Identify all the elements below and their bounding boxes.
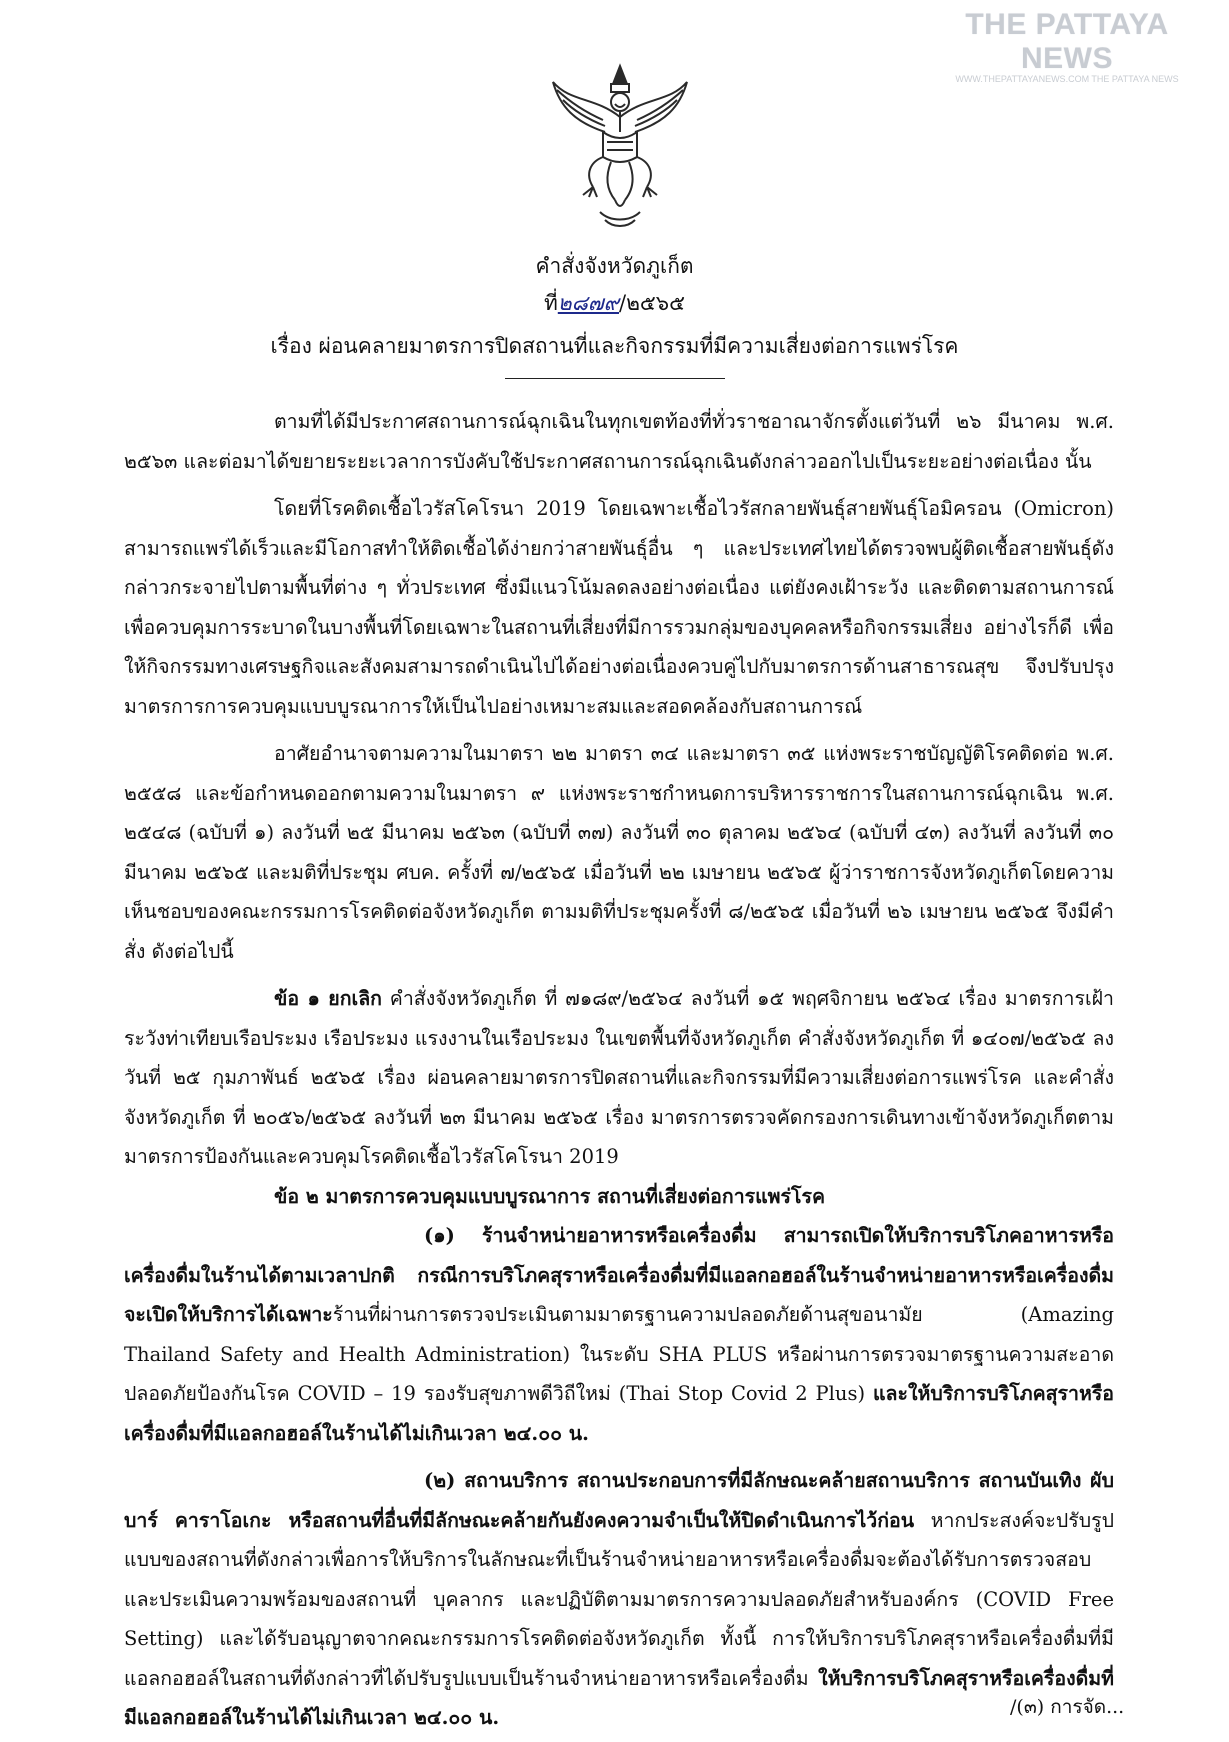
document-title: คำสั่งจังหวัดภูเก็ต	[535, 254, 694, 278]
watermark-brand: THE PATTAYA NEWS	[965, 8, 1169, 75]
page-continuation: /(๓) การจัด...	[1010, 1696, 1125, 1718]
subclause-2	[124, 1461, 1114, 1738]
garuda-emblem-icon	[545, 62, 695, 232]
subclause-1-text: ร้านที่ผ่านการตรวจประเมินตามมาตรฐานความปลอดภัยด้านสุขอนามัย (Amazing Thailand Safety and Health Administration) ในระดับ SHA PLUS หรือผ่านการตรวจมาตรฐานความสะอาดปลอดภัยป้องกันโรค COVID – 19 รองรับสุขภาพดีวิถีใหม่ (Thai Stop Covid 2 Plus)	[124, 1303, 1114, 1405]
watermark-sub: WWW.THEPATTAYANEWS.COM THE PATTAYA NEWS	[955, 74, 1179, 84]
document-body	[124, 402, 1114, 1738]
clause-1	[124, 979, 1114, 1177]
header-divider	[505, 378, 725, 379]
document-subject: เรื่อง ผ่อนคลายมาตรการปิดสถานที่และกิจกรรมที่มีความเสี่ยงต่อการแพร่โรค	[270, 334, 959, 358]
document-number	[0, 287, 1229, 320]
subclause-1-bold-b: และให้บริการบริโภคสุราหรือเครื่องดื่มที่มีแอลกอฮอล์ในร้านได้ไม่เกินเวลา ๒๔.๐๐ น.	[124, 1382, 1114, 1445]
paragraph-authority: อาศัยอำนาจตามความในมาตรา ๒๒ มาตรา ๓๔ และมาตรา ๓๕ แห่งพระราชบัญญัติโรคติดต่อ พ.ศ. ๒๕๕๘ และข้อกำหนดออกตามความในมาตรา ๙ แห่งพระราชกำหนดการบริหารราชการในสถานการณ์ฉุกเฉิน พ.ศ. ๒๕๔๘ (ฉบับที่ ๑) ลงวันที่ ๒๕ มีนาคม ๒๕๖๓ (ฉบับที่ ๓๗) ลงวันที่ ๓๐ ตุลาคม ๒๕๖๔ (ฉบับที่ ๔๓) ลงวันที่ ลงวันที่ ๓๐ มีนาคม ๒๕๖๕ และมติที่ประชุม ศบค. ครั้งที่ ๗/๒๕๖๕ เมื่อวันที่ ๒๒ เมษายน ๒๕๖๕ ผู้ว่าราชการจังหวัดภูเก็ตโดยความเห็นชอบของคณะกรรมการโรคติดต่อจังหวัดภูเก็ต ตามมติที่ประชุมครั้งที่ ๘/๒๕๖๕ เมื่อวันที่ ๒๖ เมษายน ๒๕๖๕ จึงมีคำสั่ง ดังต่อไปนี้	[124, 742, 1114, 963]
subclause-1-bold-a: (๑) ร้านจำหน่ายอาหารหรือเครื่องดื่ม สามารถเปิดให้บริการบริโภคอาหารหรือเครื่องดื่มในร้านได้ตามเวลาปกติ กรณีการบริโภคสุราหรือเครื่องดื่มที่มีแอลกอฮอล์ในร้านจำหน่ายอาหารหรือเครื่องดื่ม จะเปิดให้บริการได้เฉพาะ	[124, 1224, 1114, 1326]
clause-1-text: คำสั่งจังหวัดภูเก็ต ที่ ๗๑๘๙/๒๕๖๔ ลงวันที่ ๑๕ พฤศจิกายน ๒๕๖๔ เรื่อง มาตรการเฝ้าระวังท่าเทียบเรือประมง เรือประมง แรงงานในเรือประมง ในเขตพื้นที่จังหวัดภูเก็ต คำสั่งจังหวัดภูเก็ต ที่ ๑๔๐๗/๒๕๖๕ ลงวันที่ ๒๕ กุมภาพันธ์ ๒๕๖๕ เรื่อง ผ่อนคลายมาตรการปิดสถานที่และกิจกรรมที่มีความเสี่ยงต่อการแพร่โรค และคำสั่งจังหวัดภูเก็ต ที่ ๒๐๕๖/๒๕๖๕ ลงวันที่ ๒๓ มีนาคม ๒๕๖๕ เรื่อง มาตรการตรวจคัดกรองการเดินทางเข้าจังหวัดภูเก็ตตามมาตรการป้องกันและควบคุมโรคติดเชื้อไวรัสโคโรนา 2019	[124, 987, 1114, 1168]
clause-1-heading: ข้อ ๑ ยกเลิก	[274, 987, 382, 1010]
subclause-1	[124, 1216, 1114, 1453]
watermark-logo	[917, 8, 1217, 84]
subclause-2-text: หากประสงค์จะปรับรูปแบบของสถานที่ดังกล่าวเพื่อการให้บริการในลักษณะที่เป็นร้านจำหน่ายอาหารหรือเครื่องดื่มจะต้องได้รับการตรวจสอบและประเมินความพร้อมของสถานที่ บุคลากร และปฏิบัติตามมาตรการความปลอดภัยสำหรับองค์กร (COVID Free Setting) และได้รับอนุญาตจากคณะกรรมการโรคติดต่อจังหวัดภูเก็ต ทั้งนี้ การให้บริการบริโภคสุราหรือเครื่องดื่มที่มีแอลกอฮอล์ในสถานที่ดังกล่าวที่ได้ปรับรูปแบบเป็นร้านจำหน่ายอาหารหรือเครื่องดื่ม	[124, 1508, 1114, 1690]
number-prefix: ที่	[543, 291, 558, 315]
paragraph-rationale: โดยที่โรคติดเชื้อไวรัสโคโรนา 2019 โดยเฉพาะเชื้อไวรัสกลายพันธุ์สายพันธุ์โอมิครอน (Omicron) สามารถแพร่ได้เร็วและมีโอกาสทำให้ติดเชื้อได้ง่ายกว่าสายพันธุ์อื่น ๆ และประเทศไทยได้ตรวจพบผู้ติดเชื้อสายพันธุ์ดังกล่าวกระจายไปตามพื้นที่ต่าง ๆ ทั่วประเทศ ซึ่งมีแนวโน้มลดลงอย่างต่อเนื่อง แต่ยังคงเฝ้าระวัง และติดตามสถานการณ์ เพื่อควบคุมการระบาดในบางพื้นที่โดยเฉพาะในสถานที่เสี่ยงที่มีการรวมกลุ่มของบุคคลหรือกิจกรรมเสี่ยง อย่างไรก็ดี เพื่อให้กิจกรรมทางเศรษฐกิจและสังคมสามารถดำเนินไปได้อย่างต่อเนื่องควบคู่ไปกับมาตรการด้านสาธารณสุข จึงปรับปรุงมาตรการการควบคุมแบบบูรณาการให้เป็นไปอย่างเหมาะสมและสอดคล้องกับสถานการณ์	[124, 497, 1114, 718]
subclause-2-bold-b: ให้บริการบริโภคสุราหรือเครื่องดื่มที่มีแอลกอฮอล์ในร้านได้ไม่เกินเวลา ๒๔.๐๐ น.	[124, 1666, 1114, 1729]
paragraph-preamble: ตามที่ได้มีประกาศสถานการณ์ฉุกเฉินในทุกเขตท้องที่ทั่วราชอาณาจักรตั้งแต่วันที่ ๒๖ มีนาคม พ.ศ. ๒๕๖๓ และต่อมาได้ขยายระยะเวลาการบังคับใช้ประกาศสถานการณ์ฉุกเฉินดังกล่าวออกไปเป็นระยะอย่างต่อเนื่อง นั้น	[124, 410, 1114, 473]
clause-2-heading: ข้อ ๒ มาตรการควบคุมแบบบูรณาการ สถานที่เสี่ยงต่อการแพร่โรค	[274, 1184, 825, 1208]
subclause-2-bold-a: (๒) สถานบริการ สถานประกอบการที่มีลักษณะคล้ายสถานบริการ สถานบันเทิง ผับ บาร์ คาราโอเกะ หรือสถานที่อื่นที่มีลักษณะคล้ายกันยังคงความจำเป็นให้ปิดดำเนินการไว้ก่อน	[124, 1469, 1114, 1532]
number-handwritten: ๒๘๗๙	[557, 291, 619, 315]
number-suffix: /๒๕๖๕	[619, 291, 686, 315]
